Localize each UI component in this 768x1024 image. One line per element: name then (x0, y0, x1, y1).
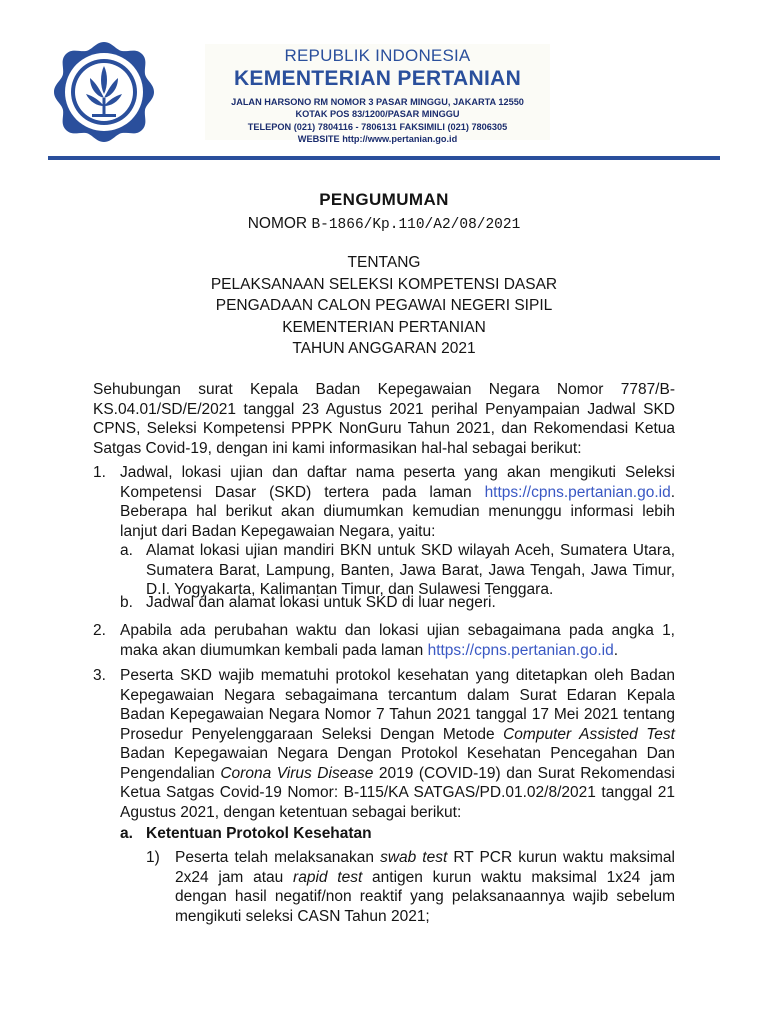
item-1a-text: Alamat lokasi ujian mandiri BKN untuk SKD wilayah Aceh, Sumatera Utara, Sumatera Barat, Lampung, Banten, Jawa Barat, Jawa Tengah, Jawa Timur, D.I. Yogyakarta, Kalimantan Timur, dan Sulawesi Tenggara. (146, 542, 675, 598)
item-2-text-after: . (613, 641, 619, 659)
section-a-title: Ketentuan Protokol Kesehatan (146, 825, 372, 842)
nomor-label: NOMOR (247, 215, 308, 232)
document-subject (0, 252, 768, 360)
letterhead-country: REPUBLIK INDONESIA (284, 46, 471, 65)
item-2-text-before: Apabila ada perubahan waktu dan lokasi ujian sebagaimana pada angka 1, maka akan diumumkan kembali pada laman (120, 622, 675, 659)
cpns-portal-link[interactable]: https://cpns.pertanian.go.id (484, 483, 671, 501)
subject-line: PENGADAAN CALON PEGAWAI NEGERI SIPIL (215, 297, 553, 314)
letterhead-ministry: KEMENTERIAN PERTANIAN (233, 67, 522, 90)
item-2-text (120, 621, 675, 660)
item-3-marker: 3. (93, 667, 106, 684)
nomor-value: B-1866/Kp.110/A2/08/2021 (311, 217, 521, 233)
tentang-label: TENTANG (347, 254, 421, 271)
cpns-portal-link[interactable]: https://cpns.pertanian.go.id (427, 641, 614, 659)
letterhead (205, 44, 550, 145)
item-1b-text: Jadwal dan alamat lokasi untuk SKD di luar negeri. (146, 594, 496, 611)
ministry-logo (50, 38, 158, 146)
document-number (0, 215, 768, 233)
subject-line: PELAKSANAAN SELEKSI KOMPETENSI DASAR (210, 275, 558, 293)
letterhead-address: JALAN HARSONO RM NOMOR 3 PASAR MINGGU, JAKARTA 12550 (231, 97, 524, 107)
letterhead-phone: TELEPON (021) 7804116 - 7806131 FAKSIMILI (021) 7806305 (247, 121, 508, 132)
point-1-text-1: Peserta telah melaksanakan (175, 849, 381, 866)
section-a-marker: a. (120, 825, 133, 842)
point-1-text (175, 848, 675, 926)
document-title: PENGUMUMAN (319, 190, 449, 209)
item-1-marker: 1. (93, 464, 106, 481)
point-1-text-2: RT PCR kurun waktu maksimal 2x24 jam atau (175, 849, 675, 886)
point-1-marker: 1) (146, 849, 160, 866)
item-3-text-2: Badan Kepegawaian Negara Dengan Protokol Kesehatan Pencegahan Dan Pengendalian (120, 745, 675, 782)
item-2-marker: 2. (93, 622, 106, 639)
subject-line: TAHUN ANGGARAN 2021 (292, 340, 476, 357)
point-1-emphasis-2: rapid test (293, 868, 363, 886)
item-1b-marker: b. (120, 594, 133, 611)
letterhead-divider (48, 156, 720, 160)
item-1-text-after: . Beberapa hal berikut akan diumumkan kemudian menunggu informasi lebih lanjut dari Badan Kepegawaian Negara, yaitu: (120, 483, 675, 540)
letterhead-website: WEBSITE http://www.pertanian.go.id (297, 134, 458, 145)
item-3-text-3: 2019 (COVID-19) dan Surat Rekomendasi Ketua Satgas Covid-19 Nomor: B-115/KA SATGAS/PD.01.02/8/2021 tanggal 21 Agustus 2021, dengan ketentuan sebagai berikut: (120, 764, 675, 821)
letterhead-po-box: KOTAK POS 83/1200/PASAR MINGGU (295, 109, 460, 120)
intro-paragraph: Sehubungan surat Kepala Badan Kepegawaian Negara Nomor 7787/B-KS.04.01/SD/E/2021 tanggal 23 Agustus 2021 perihal Penyampaian Jadwal SKD CPNS, Seleksi Kompetensi PPPK NonGuru Tahun 2021, dan Rekomendasi Ketua Satgas Covid-19, dengan ini kami informasikan hal-hal sebagai berikut: (93, 381, 675, 457)
item-3-text-1: Peserta SKD wajib mematuhi protokol kesehatan yang ditetapkan oleh Badan Kepegawaian Negara sebagaimana tercantum dalam Surat Edaran Kepala Badan Kepegawaian Negara Nomor 7 Tahun 2021 tanggal 17 Mei 2021 tentang Prosedur Penyelenggaraan Seleksi Dengan Metode (120, 667, 675, 743)
kementan-rice-emblem-icon (50, 38, 158, 146)
item-1-text (120, 463, 675, 541)
item-3-emphasis-1: Computer Assisted Test (503, 725, 675, 743)
point-1-emphasis-1: swab test (380, 849, 448, 866)
point-1-text-3: antigen kurun waktu maksimal 1x24 jam dengan hasil negatif/non reaktif yang pelaksanaannya wajib sebelum mengikuti seleksi CASN Tahun 2021; (175, 868, 675, 925)
item-1a-marker: a. (120, 542, 133, 559)
item-3-emphasis-2: Corona Virus Disease (220, 764, 374, 782)
subject-line: KEMENTERIAN PERTANIAN (282, 318, 486, 336)
item-1-text-before: Jadwal, lokasi ujian dan daftar nama peserta yang akan mengikuti Seleksi Kompetensi Dasar (SKD) tertera pada laman (120, 464, 675, 501)
item-3-text (120, 666, 675, 822)
